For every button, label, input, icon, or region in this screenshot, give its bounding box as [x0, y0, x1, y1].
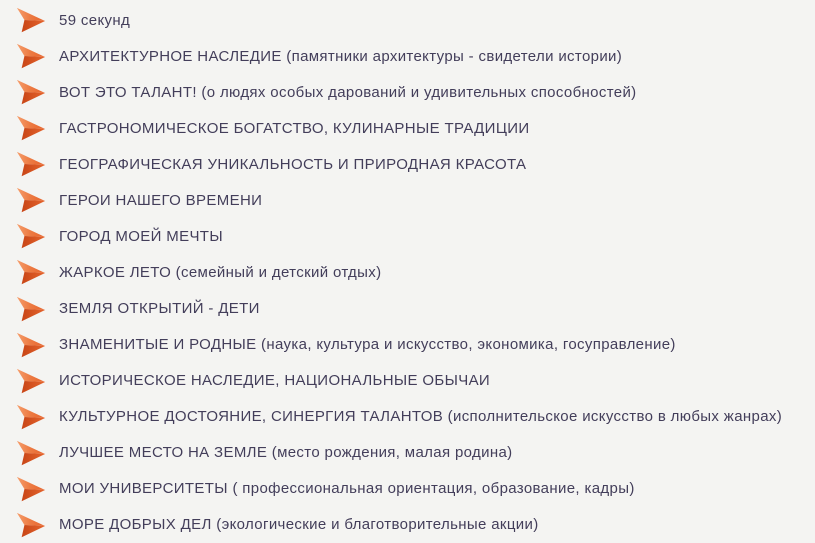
list-item[interactable]: [14, 399, 815, 435]
list-item-label: АРХИТЕКТУРНОЕ НАСЛЕДИЕ (памятники архитектуры - свидетели истории): [59, 47, 623, 65]
arrow-dart-icon: [14, 474, 48, 504]
arrow-dart-icon-svg: [14, 438, 48, 468]
list-item[interactable]: [14, 471, 815, 507]
list-item[interactable]: [14, 254, 815, 290]
list-item-label: ГОРОД МОЕЙ МЕЧТЫ: [59, 227, 223, 245]
list-item[interactable]: [14, 110, 815, 146]
list-item-label: КУЛЬТУРНОЕ ДОСТОЯНИЕ, СИНЕРГИЯ ТАЛАНТОВ (исполнительское искусство в любых жанрах): [59, 408, 783, 426]
arrow-dart-icon-svg: [14, 330, 48, 360]
arrow-dart-icon-svg: [14, 5, 48, 35]
arrow-dart-icon: [14, 257, 48, 287]
list-item-label: 59 секунд: [59, 11, 131, 29]
list-item-label: ИСТОРИЧЕСКОЕ НАСЛЕДИЕ, НАЦИОНАЛЬНЫЕ ОБЫЧАИ: [59, 372, 491, 390]
list-item[interactable]: [14, 327, 815, 363]
arrow-dart-icon: [14, 366, 48, 396]
list-item[interactable]: [14, 38, 815, 74]
list-item[interactable]: [14, 182, 815, 218]
arrow-dart-icon: [14, 77, 48, 107]
list-item-label: ЗЕМЛЯ ОТКРЫТИЙ - ДЕТИ: [59, 300, 260, 318]
arrow-dart-icon-svg: [14, 77, 48, 107]
arrow-dart-icon-svg: [14, 149, 48, 179]
arrow-dart-icon: [14, 402, 48, 432]
arrow-dart-icon-svg: [14, 221, 48, 251]
arrow-dart-icon-svg: [14, 402, 48, 432]
list-item-label: ЛУЧШЕЕ МЕСТО НА ЗЕМЛЕ (место рождения, малая родина): [59, 444, 513, 462]
list-item-label: ГАСТРОНОМИЧЕСКОЕ БОГАТСТВО, КУЛИНАРНЫЕ ТРАДИЦИИ: [59, 119, 530, 137]
list-item[interactable]: [14, 74, 815, 110]
arrow-dart-icon: [14, 113, 48, 143]
arrow-dart-icon: [14, 330, 48, 360]
arrow-dart-icon: [14, 221, 48, 251]
list-item-label: ЖАРКОЕ ЛЕТО (семейный и детский отдых): [59, 263, 382, 281]
list-item-label: ВОТ ЭТО ТАЛАНТ! (о людях особых дарований и удивительных способностей): [59, 83, 637, 101]
arrow-dart-icon: [14, 5, 48, 35]
arrow-dart-icon: [14, 438, 48, 468]
arrow-dart-icon-svg: [14, 185, 48, 215]
list-item-label: ЗНАМЕНИТЫЕ И РОДНЫЕ (наука, культура и искусство, экономика, госуправление): [59, 336, 676, 354]
arrow-dart-icon: [14, 294, 48, 324]
arrow-dart-icon: [14, 41, 48, 71]
arrow-dart-icon-svg: [14, 41, 48, 71]
arrow-dart-icon-svg: [14, 294, 48, 324]
list-item[interactable]: [14, 291, 815, 327]
arrow-dart-icon-svg: [14, 257, 48, 287]
list-item[interactable]: [14, 435, 815, 471]
list-item-label: ГЕОГРАФИЧЕСКАЯ УНИКАЛЬНОСТЬ И ПРИРОДНАЯ КРАСОТА: [59, 155, 527, 173]
list-item[interactable]: [14, 218, 815, 254]
arrow-dart-icon-svg: [14, 474, 48, 504]
list-item[interactable]: [14, 363, 815, 399]
list-item[interactable]: [14, 507, 815, 543]
arrow-dart-icon-svg: [14, 113, 48, 143]
list-item-label: МОРЕ ДОБРЫХ ДЕЛ (экологические и благотворительные акции): [59, 516, 539, 534]
list-item[interactable]: [14, 146, 815, 182]
arrow-dart-icon-svg: [14, 366, 48, 396]
arrow-dart-icon-svg: [14, 510, 48, 540]
list-item-label: МОИ УНИВЕРСИТЕТЫ ( профессиональная ориентация, образование, кадры): [59, 480, 635, 498]
arrow-dart-icon: [14, 149, 48, 179]
arrow-dart-icon: [14, 510, 48, 540]
list-item-label: ГЕРОИ НАШЕГО ВРЕМЕНИ: [59, 191, 263, 209]
arrow-dart-icon: [14, 185, 48, 215]
list-item[interactable]: [14, 2, 815, 38]
